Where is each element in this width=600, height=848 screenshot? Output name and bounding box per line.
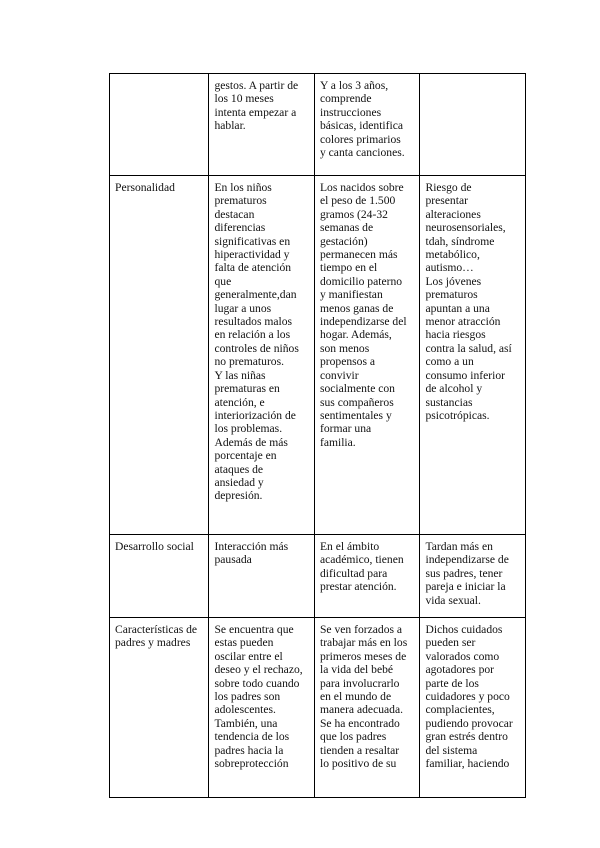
table-row: [110, 618, 526, 798]
row-label-cell: [110, 176, 209, 535]
cell-text: En el ámbito académico, tienen dificultad para prestar atención.: [319, 540, 404, 594]
row-label-cell: [110, 618, 209, 798]
row-label: Desarrollo social: [115, 540, 194, 553]
table-row: [110, 176, 526, 535]
table-cell: [420, 618, 526, 798]
table-cell: [314, 535, 420, 618]
cell-text: gestos. A partir de los 10 meses intenta empezar a hablar.: [214, 79, 299, 133]
document-table: [109, 73, 526, 798]
table-cell: [420, 176, 526, 535]
row-label: Características de padres y madres: [115, 623, 198, 650]
cell-text: Se ven forzados a trabajar más en los primeros meses de la vida del bebé para involucrarlo en el mundo de manera adecuada. Se ha encontrado que los padres tienden a resaltar lo positivo de su: [319, 623, 408, 771]
cell-text: Y a los 3 años, comprende instrucciones básicas, identifica colores primarios y canta canciones.: [319, 79, 405, 160]
cell-text: En los niños prematuros destacan diferencias significativas en hiperactividad y falta de atención que generalmente,dan lugar a unos resultados malos en relación a los controles de niños no prematuros. Y las niñas prematuras en atención, e interiorización de los problemas. Además de más porcentaje en ataques de ansiedad y depresión.: [214, 181, 299, 503]
table-cell: [420, 535, 526, 618]
table-row: [110, 74, 526, 176]
cell-text: Se encuentra que estas pueden oscilar entre el deseo y el rechazo, sobre todo cuando los padres son adolescentes. También, una tendencia de los padres hacia la sobreprotección: [214, 623, 303, 771]
table-cell: [209, 535, 315, 618]
table-cell: [420, 74, 526, 176]
table-row: [110, 535, 526, 618]
table-cell: [209, 74, 315, 176]
cell-text: Interacción más pausada: [214, 540, 289, 567]
cell-text: Dichos cuidados pueden ser valorados como agotadores por parte de los cuidadores y poco complacientes, pudiendo provocar gran estrés dentro del sistema familiar, haciendo: [425, 623, 513, 771]
row-label-cell: [110, 74, 209, 176]
row-label-cell: [110, 535, 209, 618]
cell-text: Riesgo de presentar alteraciones neurosensoriales, tdah, síndrome metabólico, autismo… Los jóvenes prematuros apuntan a una menor atracción hacia riesgos contra la salud, así como a un consumo inferior de alcohol y sustancias psicotrópicas.: [425, 181, 512, 422]
cell-text: Los nacidos sobre el peso de 1.500 gramos (24-32 semanas de gestación) permanecen más tiempo en el domicilio paterno y manifiestan menos ganas de independizarse del hogar. Además, son menos propensos a convivir socialmente con sus compañeros sentimentales y formar una familia.: [319, 181, 407, 449]
cell-text: Tardan más en independizarse de sus padres, tener pareja e iniciar la vida sexual.: [425, 540, 509, 607]
table-cell: [314, 176, 420, 535]
table-cell: [314, 618, 420, 798]
table-cell: [314, 74, 420, 176]
table-cell: [209, 618, 315, 798]
table-cell: [209, 176, 315, 535]
row-label: Personalidad: [115, 181, 175, 194]
